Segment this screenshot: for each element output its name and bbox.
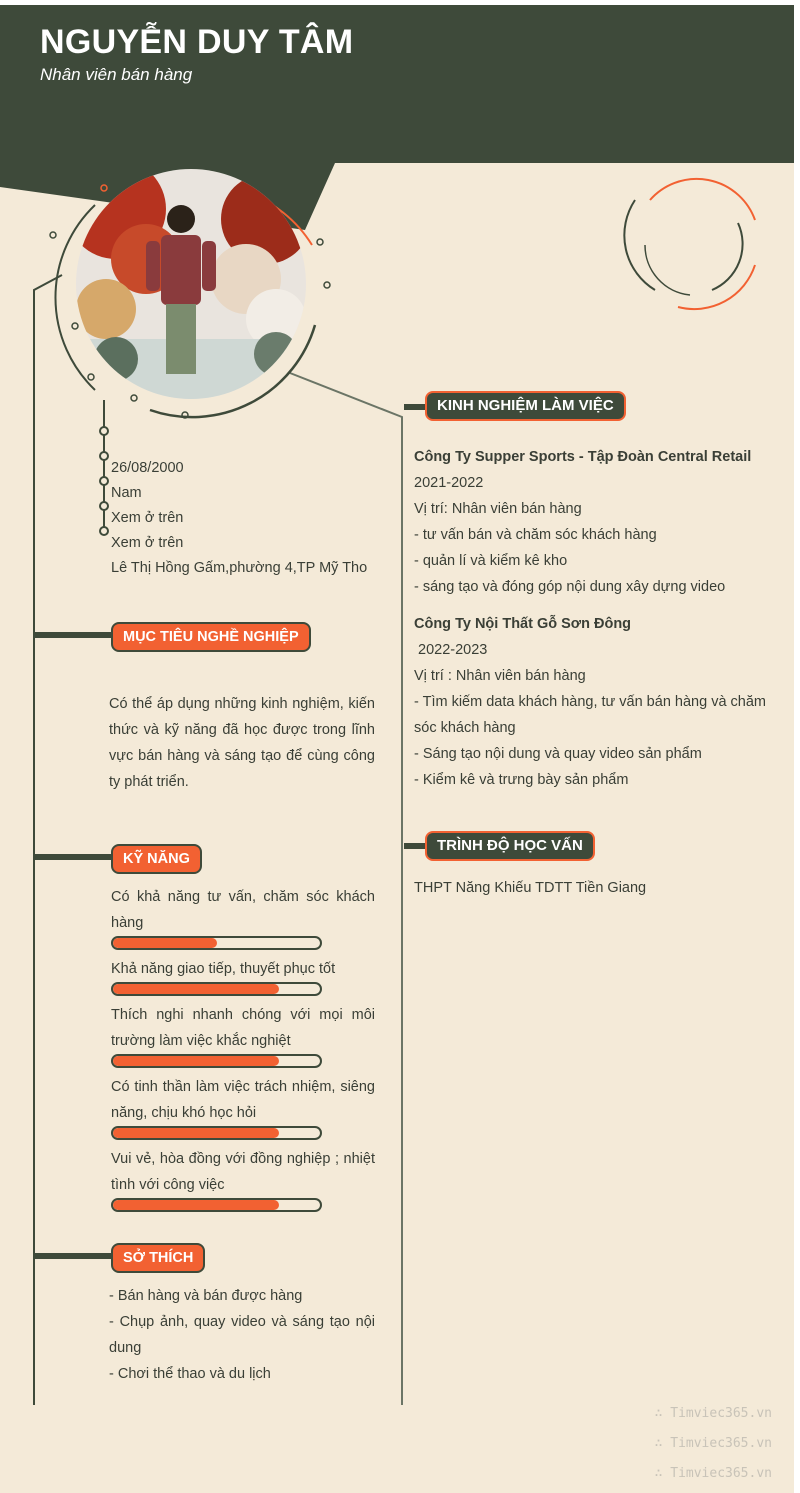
hobbies-heading: SỞ THÍCH bbox=[111, 1243, 205, 1273]
hobby-item: - Chơi thể thao và du lịch bbox=[109, 1366, 271, 1382]
objective-heading: MỤC TIÊU NGHỀ NGHIỆP bbox=[111, 622, 311, 652]
job-1 bbox=[414, 444, 784, 600]
job-duty: - Kiểm kê và trưng bày sản phẩm bbox=[414, 772, 629, 788]
skill-bar-fill bbox=[113, 938, 217, 948]
skill-bar bbox=[111, 936, 322, 950]
skill-bar-fill bbox=[113, 1128, 279, 1138]
education-heading: TRÌNH ĐỘ HỌC VẤN bbox=[425, 831, 595, 861]
job-duty: - tư vấn bán và chăm sóc khách hàng bbox=[414, 527, 657, 543]
cv-page bbox=[0, 5, 794, 1493]
job-period: 2021-2022 bbox=[414, 475, 484, 491]
job-period: 2022-2023 bbox=[414, 642, 488, 658]
personal-info bbox=[111, 456, 367, 581]
skill-bar bbox=[111, 1198, 322, 1212]
email: Xem ở trên bbox=[111, 535, 184, 551]
job-2 bbox=[414, 611, 784, 793]
job-duty: - sáng tạo và đóng góp nội dung xây dựng video bbox=[414, 579, 726, 595]
skill-label: Khả năng giao tiếp, thuyết phục tốt bbox=[111, 961, 336, 977]
skills-heading: KỸ NĂNG bbox=[111, 844, 202, 874]
skill-label: Có tinh thần làm việc trách nhiệm, siêng năng, chịu khó học hỏi bbox=[111, 1079, 375, 1121]
skill-bar-fill bbox=[113, 1200, 279, 1210]
birthday: 26/08/2000 bbox=[111, 460, 184, 476]
watermark: ∴ Timviec365.vn bbox=[654, 1436, 772, 1451]
job-duty: - Tìm kiếm data khách hàng, tư vấn bán hàng và chăm sóc khách hàng bbox=[414, 694, 766, 736]
job-company: Công Ty Nội Thất Gỗ Sơn Đông bbox=[414, 616, 632, 632]
skill-bar-fill bbox=[113, 984, 279, 994]
watermark: ∴ Timviec365.vn bbox=[654, 1466, 772, 1481]
job-position: Vị trí: Nhân viên bán hàng bbox=[414, 501, 582, 517]
job-company: Công Ty Supper Sports - Tập Đoàn Central Retail bbox=[414, 449, 752, 465]
skill-label: Vui vẻ, hòa đồng với đồng nghiệp ; nhiệt tình với công việc bbox=[111, 1151, 375, 1193]
avatar bbox=[76, 169, 306, 399]
phone: Xem ở trên bbox=[111, 510, 184, 526]
objective-text: Có thể áp dụng những kinh nghiệm, kiến thức và kỹ năng đã học được trong lĩnh vực bán hàng và sáng tạo để cùng công ty phát triển. bbox=[109, 696, 375, 790]
skill-bar-fill bbox=[113, 1056, 279, 1066]
education-text: THPT Năng Khiếu TDTT Tiền Giang bbox=[414, 880, 647, 896]
candidate-role: Nhân viên bán hàng bbox=[40, 65, 193, 84]
hobby-item: - Bán hàng và bán được hàng bbox=[109, 1288, 303, 1304]
hobby-item: - Chụp ảnh, quay video và sáng tạo nội dung bbox=[109, 1314, 375, 1356]
experience-heading: KINH NGHIỆM LÀM VIỆC bbox=[425, 391, 626, 421]
skill-bar bbox=[111, 1126, 322, 1140]
job-duty: - quản lí và kiểm kê kho bbox=[414, 553, 568, 569]
candidate-name: NGUYỄN DUY TÂM bbox=[40, 23, 354, 61]
job-duty: - Sáng tạo nội dung và quay video sản phẩm bbox=[414, 746, 702, 762]
gender: Nam bbox=[111, 485, 142, 501]
skill-bar bbox=[111, 982, 322, 996]
watermark: ∴ Timviec365.vn bbox=[654, 1406, 772, 1421]
skill-label: Có khả năng tư vấn, chăm sóc khách hàng bbox=[111, 889, 375, 931]
address: Lê Thị Hồng Gấm,phường 4,TP Mỹ Tho bbox=[111, 560, 368, 576]
skill-bar bbox=[111, 1054, 322, 1068]
job-position: Vị trí : Nhân viên bán hàng bbox=[414, 668, 586, 684]
hobbies-list bbox=[109, 1283, 375, 1387]
skill-label: Thích nghi nhanh chóng với mọi môi trường làm việc khắc nghiệt bbox=[111, 1007, 375, 1049]
